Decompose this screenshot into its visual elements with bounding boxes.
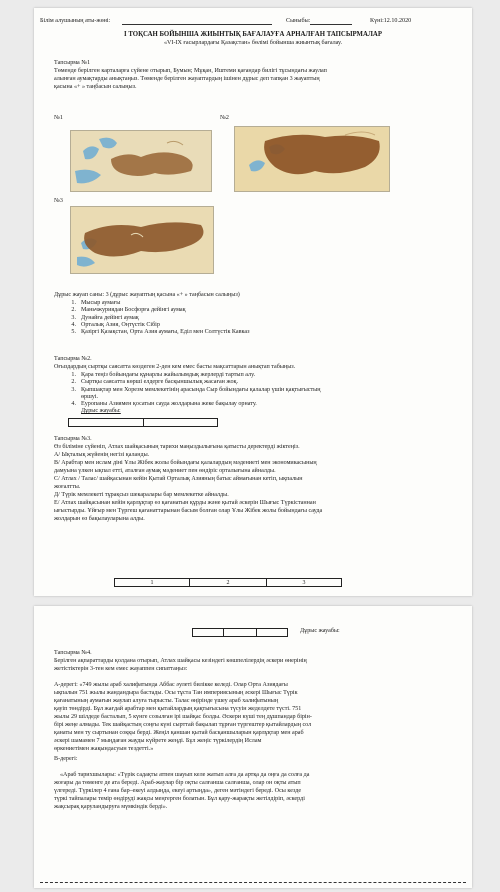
answer-cell[interactable] [224, 629, 256, 637]
source-b-line: «Араб тарихшылары: «Түрік садақты атпен шауып келе жатып алға да артқа да оңға да солға да [60, 772, 310, 778]
task3-line: жолдарын өз бақылауларына алды. [54, 516, 145, 522]
table-header-cell: 1 [115, 579, 190, 587]
territory-map-3 [70, 206, 214, 274]
list-item[interactable]: 1. Қара теңіз бойындағы құнарлы жайылымдық жерлерді тартып алу. [71, 372, 256, 378]
source-a-line: өркениетімен жақындасуын тездетті.» [54, 746, 154, 752]
source-b-line: жақсырақ қаруландыруға мүмкіндік берді». [54, 804, 168, 810]
territory-map-2 [234, 126, 390, 192]
task1-options-list [64, 300, 249, 336]
source-b-line: түркі тайпалары темір өндіруді жақсы меңгерген болатын. Бұл қару-жарақты жетілдіріп, әскерді [54, 796, 305, 802]
list-item[interactable]: 2. Сыртқы саясатта көрші елдерге басқыншылық жасаған жоқ. [71, 379, 239, 386]
source-a-line: қанаты мен ту сыртынан соққы берді. Жеңіл қаншан қытай басқаншыларын қарлұқтар мен араб [54, 730, 304, 736]
task2-answer-label: Дұрыс жауабы: [81, 408, 121, 414]
class-blank[interactable] [310, 24, 352, 25]
answer-cell[interactable] [69, 419, 144, 427]
task3-instruction: Өз біліміне сүйеніп, Атлах шайқасының тарихи маңыздылығына қатысты деректерді жіктеңіз. [54, 444, 300, 450]
student-name-blank[interactable] [122, 24, 272, 25]
worksheet-page-2 [34, 606, 472, 888]
task3-line: ығыстырды. Ұйғыр мен Түргеш қағанаттарынан басым болған олар Ұлы Жібек жолы бойындағы сауда [54, 508, 323, 514]
list-item[interactable]: 4. Еуропаны Азиямен қосатын сауда жолдарына жеке бақылау орнату. [71, 401, 257, 408]
list-item[interactable]: 3. Дунайға дейінгі аумақ [71, 314, 139, 321]
source-a-line: жылы 29 шілдеде басталып, 5 күнге созылған ірі шайқас болды. Әскери күші тең дұшпандар бірін- [54, 714, 312, 720]
task4-instruction-line: жетістіктерін 3-тен кем емес жауаппен сипаттаңыз: [54, 666, 188, 672]
task3-line: жоғалтты. [54, 484, 81, 490]
task4-title: Тапсырма №4. [54, 650, 92, 656]
source-a-line: қауіп төндірді. Бұл жағдай арабтар мен қытайлардың қақтығысына түсуін жеделдете түсті. 751 [54, 706, 302, 712]
answer-line[interactable] [40, 882, 466, 883]
task2-answer-table [68, 418, 218, 427]
list-item[interactable]: 1. Мысыр аумағы [71, 300, 121, 306]
answer-cell[interactable] [256, 629, 287, 637]
task2-items-list [64, 372, 321, 408]
task1-instruction-line: алынған аумақтарды анықтаңыз. Төменде берілген жауаптардың ішінен дұрыс деп тапқан 3 жауаптың [54, 76, 320, 82]
source-b-line: үлгереді. Түркілер 4 ғана бар–екеуі алдыңда, екеуі артыңда», деген мәтіндегі береді. Осы кезде [54, 788, 302, 794]
list-item[interactable]: 5. Қазіргі Қазақстан, Орта Азия аумағы, Еділ мен Солтүстік Кавказ [71, 329, 250, 336]
list-item[interactable]: 3. Қыпшақтар мен Хорезм мемлекетінің арасында Сыр бойындағы қалалар үшін қақтығыстың [71, 386, 321, 393]
map-label-2: №2 [220, 115, 229, 121]
source-a-line: бірі жеңе алмады. Тек шайқастың соңғы күні сырттай бақылап тұрған түргештер қытайлардың сол [54, 722, 312, 728]
task3-answer-table [114, 578, 342, 587]
task1-title: Тапсырма №1 [54, 60, 91, 66]
source-a-line: әскері шамамен 7 мыңдаған жауды күйрете жеңді. Бұл жеңіс түркілердің Ислам [54, 738, 262, 744]
task3-line: дамуына үлкен ықпал етті, аталған аумақ мәдениет пен өндіріс орталығына айналды. [54, 468, 276, 474]
date-label: Күні:12.10.2020 [370, 18, 412, 24]
student-name-label: Білім алушының аты-жөні: [40, 18, 111, 24]
source-b-line: жоғары да төменге де ата береді. Араб-жаулар бір оқты салғанша салғанша, олар он оқты атып [54, 780, 301, 786]
class-label: Сыныбы: [286, 18, 311, 24]
worksheet-page-1 [34, 8, 472, 596]
task3-answer-row [192, 628, 288, 637]
task1-instruction-line: Төменде берілген карталарға сүйене отырып, Бумын; Мұқан, Иштеми қағандар билігі тұсындағы жаулап [54, 68, 327, 74]
source-a-line: ықпалын 751 жылы жандандыра бастады. Осы тұста Тан империясының әскері Шығыс Түрік [54, 690, 298, 696]
answer-cell[interactable] [193, 629, 224, 637]
source-a-line: А-дерегі: «749 жылы араб халифатында Аббас әулеті билікке келеді. Олар Орта Азиядағы [54, 682, 288, 688]
territory-map-1 [70, 130, 212, 192]
task3-line: Е/ Атлах шайқасынан кейін қарлұқтар өз қағанатын құрды және қытай әскерін Шығыс Түркістаннан [54, 500, 316, 506]
task3-title: Тапсырма №3. [54, 436, 92, 442]
task2-title: Тапсырма №2. [54, 356, 92, 362]
task3-line: С/ Атлах / Талас/ шайқасынан кейін Қытай Орталық Азияның батыс аймағынан кетіп, ықпалын [54, 476, 303, 482]
list-item[interactable]: 2. Маньчжуриядан Босфорға дейінгі аумақ [71, 307, 186, 314]
answer-cell[interactable] [143, 419, 218, 427]
source-a-line: қағанатының аумағын жаулап алуға тырысты. Талас өңірінде үшеу араб халифатының [54, 698, 279, 704]
task3-line: Д/ Түрік мемлекеті тұрақсыз шекаралары бар мемлекетке айналды. [54, 492, 229, 498]
task3-line: В/ Арабтар мен ислам діні Ұлы Жібек жолы бойындағы қалалардың мәдениеті мен экономикасының [54, 460, 317, 466]
table-header-cell: 3 [267, 579, 342, 587]
task3-line: А/ Ықталық жүйенің негізі қаланды. [54, 452, 150, 458]
task2-instruction: Оғыздардың сыртқы саясатта көздеген 2-ден кем емес басты мақсаттарын анықтап табыңыз. [54, 364, 296, 370]
map-label-3: №3 [54, 198, 63, 204]
map-label-1: №1 [54, 115, 63, 121]
task1-instruction-line: қасына «+ » таңбасын салыңыз. [54, 84, 137, 90]
page-subtitle: «VI-IX ғасырлардағы Қазақстан» бөлімі бойынша жиынтық бағалау. [163, 40, 343, 46]
task4-instruction-line: Берілген ақпараттарды қолдана отырып, Атлах шайқасы кезіндегі көшпелілердің әскери өнерінің [54, 658, 307, 664]
source-b-label: В-дерегі: [54, 756, 78, 762]
list-item-continuation: өршуі. [81, 393, 99, 400]
task1-answer-note: Дұрыс жауап саны: 3 (дұрыс жауаптың қасына «+ » таңбасын салыңыз) [54, 292, 240, 298]
table-header-cell: 2 [189, 579, 266, 587]
list-item[interactable]: 4. Орталық Азия, Оңтүстік Сібір [71, 321, 160, 328]
page2-answer-label: Дұрыс жауабы: [300, 628, 340, 634]
page-title: І ТОҚСАН БОЙЫНША ЖИЫНТЫҚ БАҒАЛАУҒА АРНАЛҒАН ТАПСЫРМАЛАР [124, 31, 382, 38]
